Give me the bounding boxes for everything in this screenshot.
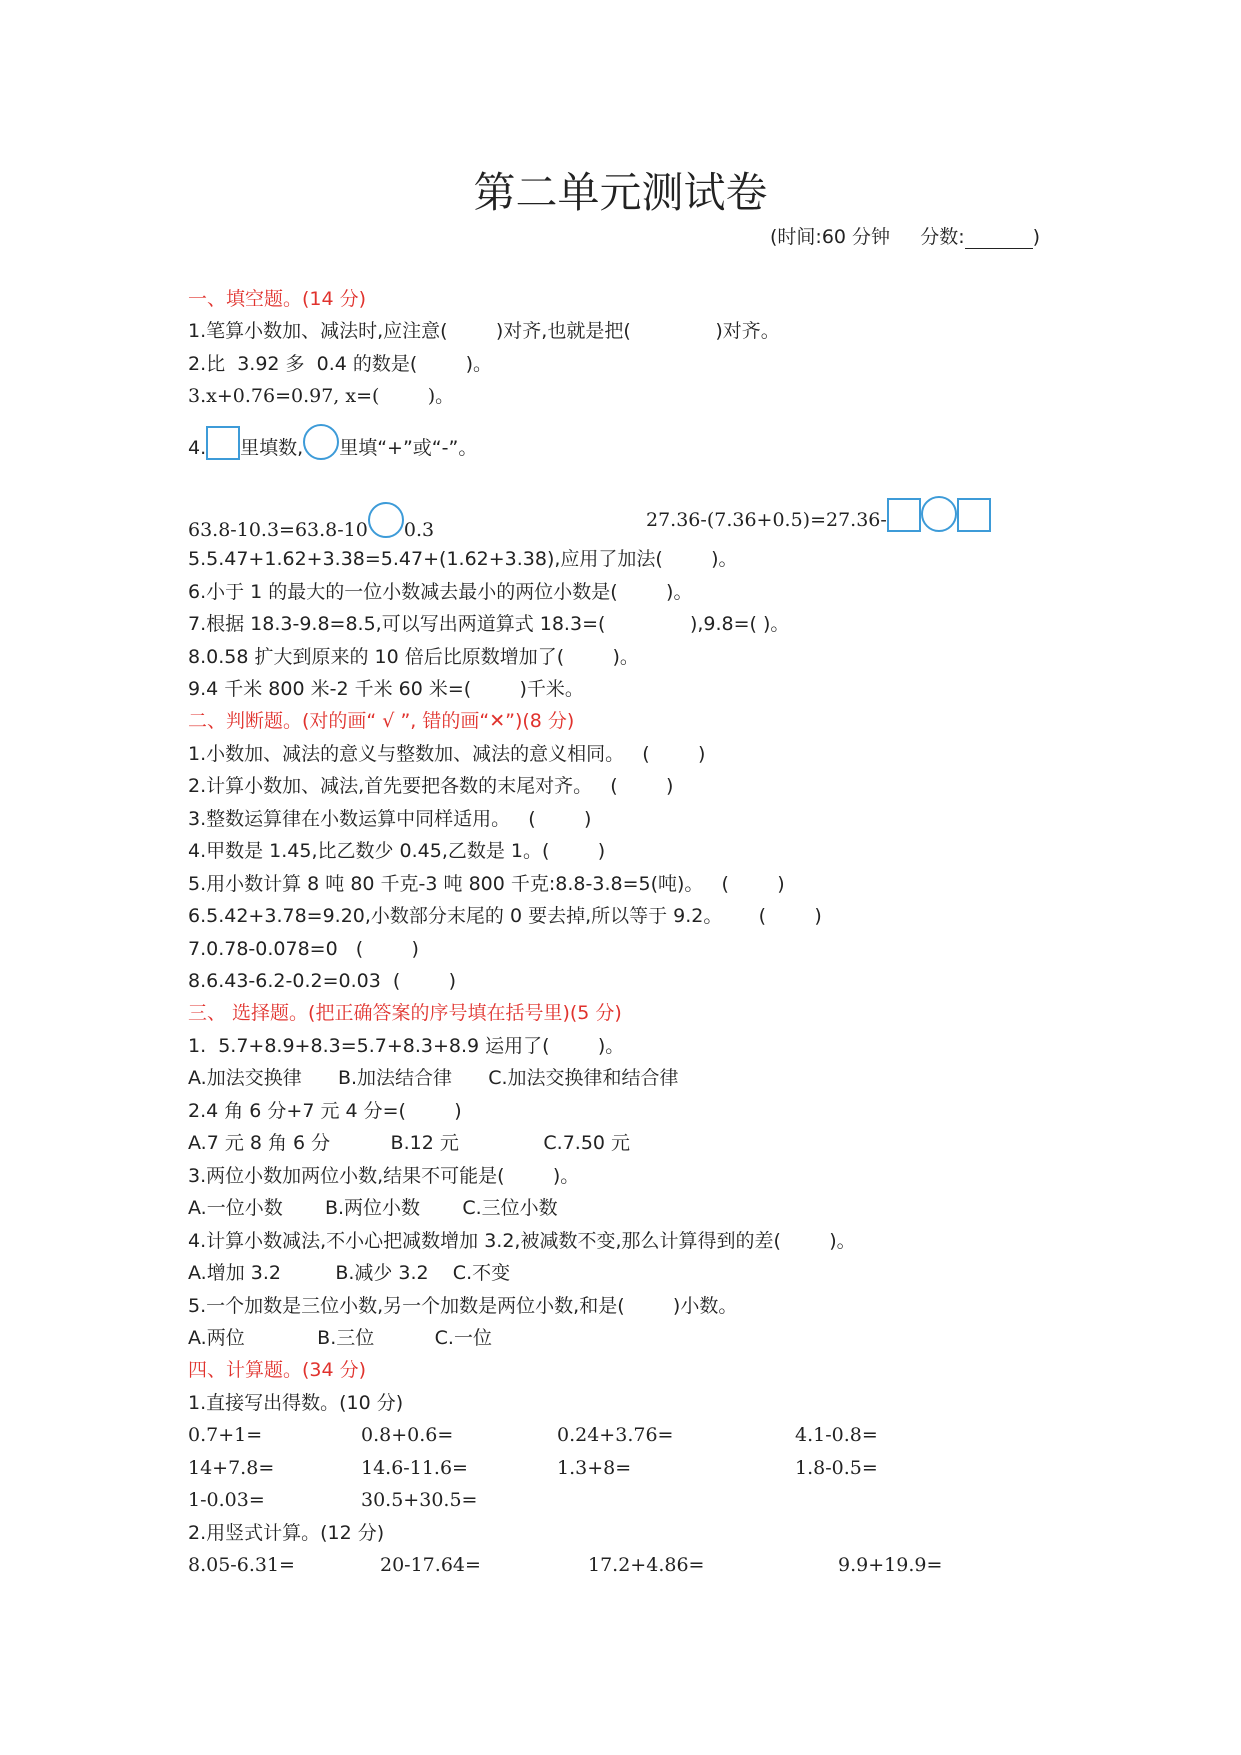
- question: 1.笔算小数加、减法时,应注意( )对齐,也就是把( )对齐。: [188, 320, 780, 342]
- question: 8.0.58 扩大到原来的 10 倍后比原数增加了( )。: [188, 646, 639, 668]
- circle-icon: [921, 496, 957, 532]
- choice-item: 2.4 角 6 分+7 元 4 分=( ): [188, 1100, 462, 1122]
- choice-options: A.一位小数 B.两位小数 C.三位小数: [188, 1197, 558, 1219]
- calc-item: 14.6-11.6=: [361, 1457, 468, 1479]
- question: 2.比 3.92 多 0.4 的数是( )。: [188, 353, 493, 375]
- calc-item: 0.7+1=: [188, 1424, 263, 1446]
- score-blank: [965, 230, 1033, 249]
- page-title: 第二单元测试卷: [473, 168, 768, 217]
- question: 7.根据 18.3-9.8=8.5,可以写出两道算式 18.3=( ),9.8=( )。: [188, 613, 790, 635]
- choice-item: 1. 5.7+8.9+8.3=5.7+8.3+8.9 运用了( )。: [188, 1035, 625, 1057]
- choice-item: 5.一个加数是三位小数,另一个加数是两位小数,和是( )小数。: [188, 1295, 738, 1317]
- calc-item: 0.24+3.76=: [557, 1424, 674, 1446]
- choice-item: 3.两位小数加两位小数,结果不可能是( )。: [188, 1165, 580, 1187]
- judge-item: 8.6.43-6.2-0.2=0.03 ( ): [188, 970, 457, 992]
- calc-item: 1.3+8=: [557, 1457, 632, 1479]
- judge-item: 7.0.78-0.078=0 ( ): [188, 938, 419, 960]
- score-close: ): [1032, 226, 1041, 248]
- question: 9.4 千米 800 米-2 千米 60 米=( )千米。: [188, 678, 584, 700]
- choice-options: A.7 元 8 角 6 分 B.12 元 C.7.50 元: [188, 1132, 631, 1154]
- calc-item: 4.1-0.8=: [795, 1424, 878, 1446]
- equation-left: [188, 502, 434, 542]
- calc-item: 1.8-0.5=: [795, 1457, 878, 1479]
- calc-item: 30.5+30.5=: [361, 1489, 478, 1511]
- calc-subheading: 1.直接写出得数。(10 分): [188, 1392, 404, 1414]
- calc-item: 17.2+4.86=: [588, 1554, 705, 1576]
- judge-item: 4.甲数是 1.45,比乙数少 0.45,乙数是 1。( ): [188, 840, 606, 862]
- calc-item: 1-0.03=: [188, 1489, 265, 1511]
- square-box-icon: [206, 426, 240, 460]
- eq-right-a: 27.36-(7.36+0.5)=27.36-: [646, 509, 887, 531]
- section-heading-choice: 三、 选择题。(把正确答案的序号填在括号里)(5 分): [188, 1002, 622, 1024]
- section-heading-judge: 二、判断题。(对的画“ √ ”, 错的画“✕”)(8 分): [188, 710, 575, 732]
- judge-item: 2.计算小数加、减法,首先要把各数的末尾对齐。 ( ): [188, 775, 674, 797]
- choice-item: 4.计算小数减法,不小心把减数增加 3.2,被减数不变,那么计算得到的差( )。: [188, 1230, 856, 1252]
- eq-left-a: 63.8-10.3=63.8-10: [188, 519, 368, 541]
- q4-prefix: 4.: [188, 437, 207, 459]
- judge-item: 3.整数运算律在小数运算中同样适用。 ( ): [188, 808, 592, 830]
- calc-item: 0.8+0.6=: [361, 1424, 454, 1446]
- section-heading-fill: 一、填空题。(14 分): [188, 288, 367, 310]
- choice-options: A.增加 3.2 B.减少 3.2 C.不变: [188, 1262, 511, 1284]
- judge-item: 1.小数加、减法的意义与整数加、减法的意义相同。 ( ): [188, 743, 706, 765]
- square-box-icon: [887, 498, 921, 532]
- eq-left-b: 0.3: [403, 519, 435, 541]
- section-heading-calc: 四、计算题。(34 分): [188, 1359, 367, 1381]
- exam-meta: [770, 222, 1040, 249]
- question: 5.5.47+1.62+3.38=5.47+(1.62+3.38),应用了加法( )。: [188, 548, 738, 570]
- calc-item: 8.05-6.31=: [188, 1554, 295, 1576]
- question: [188, 424, 477, 460]
- question: 3.x+0.76=0.97, x=( )。: [188, 385, 455, 407]
- equation-right: [646, 496, 991, 532]
- square-box-icon: [957, 498, 991, 532]
- q4-mid: 里填数,: [240, 437, 304, 459]
- circle-icon: [303, 424, 339, 460]
- calc-subheading: 2.用竖式计算。(12 分): [188, 1522, 385, 1544]
- choice-options: A.加法交换律 B.加法结合律 C.加法交换律和结合律: [188, 1067, 679, 1089]
- calc-item: 14+7.8=: [188, 1457, 275, 1479]
- time-label: (时间:60 分钟: [770, 226, 891, 248]
- choice-options: A.两位 B.三位 C.一位: [188, 1327, 492, 1349]
- circle-icon: [368, 502, 404, 538]
- calc-item: 9.9+19.9=: [838, 1554, 943, 1576]
- calc-item: 20-17.64=: [380, 1554, 481, 1576]
- judge-item: 5.用小数计算 8 吨 80 千克-3 吨 800 千克:8.8-3.8=5(吨)。 ( ): [188, 873, 785, 895]
- q4-suffix: 里填“+”或“-”。: [339, 437, 478, 459]
- score-label: 分数:: [920, 226, 965, 248]
- judge-item: 6.5.42+3.78=9.20,小数部分末尾的 0 要去掉,所以等于 9.2。 ( ): [188, 905, 822, 927]
- question: 6.小于 1 的最大的一位小数减去最小的两位小数是( )。: [188, 581, 693, 603]
